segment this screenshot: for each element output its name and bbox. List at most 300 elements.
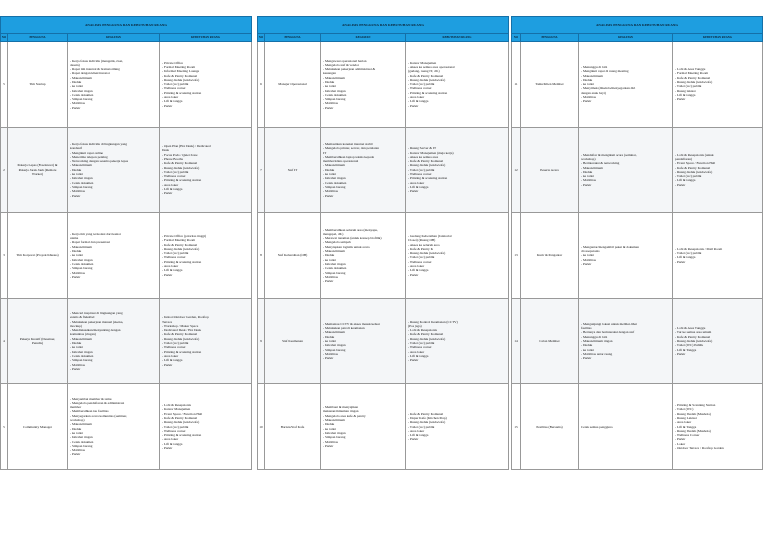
space-item: - Lift & tangga [675, 255, 696, 260]
space-item: - Area loker [162, 182, 179, 187]
activity-item: - Makan/minum [70, 163, 92, 168]
space-item: - Ruang laktasi [675, 88, 696, 93]
activities-cell [321, 299, 406, 384]
space-item: - Toilet (wc) publik [162, 424, 189, 429]
activity-item: - Cetak dokumen [70, 439, 94, 444]
space-item: - Printing & scanning station [162, 259, 202, 264]
space-item: - Event Space / Function Hall [162, 411, 203, 416]
activity-item: - Mobilitas [70, 362, 85, 367]
space-item: - Printing & scanning station [408, 176, 448, 181]
activity-item: - Istirahat ringan [323, 88, 346, 93]
space-item: - Ruang Ibadah (Mushola) [675, 411, 711, 416]
table-header [511, 34, 763, 42]
row-number: 15 [512, 384, 521, 469]
activity-item: - Makan/minum [323, 330, 345, 335]
space-item: - Lobi & Area Tunggu [675, 326, 706, 331]
space-item: - Gudang Kebersihan (Janitorial [408, 234, 452, 238]
activity-item: - Istirahat ringan [323, 261, 346, 266]
header-activities: KEGIATAN [579, 34, 673, 41]
activity-item: - Makan/minum [581, 165, 603, 170]
table-row [511, 128, 763, 214]
space-item: - Wellness corner [408, 86, 432, 91]
header-spaces: KEBUTUHAN RUANG [191, 36, 220, 39]
space-item: - Area loker [408, 349, 425, 354]
space-item: - Toilet (wc) publik [408, 255, 435, 260]
activity-item: - Cetak dokumen [323, 266, 347, 271]
activity-item: - Menyambut member & tamu [70, 396, 112, 401]
row-number: 6 [258, 42, 265, 127]
user-cell [8, 299, 68, 384]
space-item: Closet) (Ruang OB) [408, 238, 436, 243]
activity-item: - Makan/minum ringan [581, 338, 613, 343]
user-cell [265, 42, 321, 127]
activity-item: - Parkir [581, 99, 592, 104]
space-item: - Parkir [408, 437, 419, 442]
table-row [257, 42, 509, 128]
activity-item: - Mengunjungi lokasi untuk melihat-lihat [581, 321, 637, 326]
activity-item: di resepsionis [581, 249, 600, 254]
activity-item: - ke toilet [323, 84, 336, 89]
header-user: PENGGUNA [8, 34, 68, 41]
activity-item: - Melakukan pekerjaan manual (sketsa, [70, 319, 124, 324]
activity-item: - ke toilet [581, 253, 594, 258]
user-name-line: Worker) [31, 172, 44, 177]
space-item: - Parkir [162, 272, 173, 277]
space-item: - Toilet (wc) publik [675, 174, 702, 179]
space-item: - Ruang Laktasi [675, 415, 697, 420]
user-cell [265, 213, 321, 298]
activity-item: - Rapat dengan klien/investor [70, 71, 111, 76]
row-number: 8 [258, 213, 265, 298]
activity-item: - ke toilet [323, 338, 336, 343]
activity-item: - Melakukan patroli keamanan [323, 326, 365, 331]
space-item: - Lift & tangga [162, 268, 183, 273]
activity-item: - Parkir [70, 274, 81, 279]
space-item: - Private Office (prioritas tinggi) [162, 234, 207, 238]
activity-item: - Mencari inspirasi di lingkungan yang [70, 311, 123, 315]
activity-item: - Mendiskusikan/menyunting dengan [70, 328, 121, 333]
activity-item: - Cetak dokumen [70, 261, 94, 266]
activity-item: - Mobilitas [70, 448, 85, 453]
row-number: 10 [258, 384, 265, 469]
space-item: - Ruang duduk (tenda/sofa) [408, 420, 446, 425]
activity-item: - Duduk [581, 77, 593, 82]
activity-item: - Mobilitas [323, 351, 338, 356]
activity-item: - Rapat tim internal & brainstorming [70, 67, 120, 72]
space-item: - Ruang Kontrol Keamanan (CCTV) [408, 319, 458, 324]
spaces-cell [160, 213, 251, 298]
activity-item: desain) [70, 62, 80, 67]
space-item: - Parkir [675, 437, 686, 442]
analysis-table-3 [511, 16, 763, 470]
activity-item: - Membersihkan isu fasilitas [70, 409, 109, 414]
activity-item: - Duduk [323, 253, 335, 258]
activity-item: - Parkir [323, 443, 334, 448]
table-header [257, 34, 509, 42]
spaces-cell [160, 42, 251, 127]
activity-item: - Cetak dokumen [70, 180, 94, 185]
user-name-line: Barista/Staf Kafe [280, 424, 305, 429]
space-item: - Kantor Manajemen [408, 60, 437, 65]
header-user: PENGGUNA [265, 34, 321, 41]
activity-item: - Makan/minum [70, 244, 92, 249]
space-item: - Toilet (wc) publik [162, 251, 189, 256]
activity-item: - ke toilet [70, 172, 83, 177]
space-item: - Lift & tangga [162, 358, 183, 363]
activity-item: - Merawat tanaman (untuk konsep biofilik) [323, 236, 382, 241]
activity-item: - Parkir [323, 105, 334, 110]
space-item: - Indoor/Outdoor Garden, Rooftop [162, 315, 209, 320]
header-user: PENGGUNA [521, 34, 579, 41]
activity-item: - Mobilitas [323, 189, 338, 194]
space-item: - Ruang duduk (tenda/sofa) [162, 77, 200, 82]
activity-item: - Duduk [70, 249, 82, 254]
space-item: - Printing & Scanning Station [675, 403, 716, 408]
activity-item: mengepel, dll.) [323, 231, 344, 236]
activity-item: - Menunggu di lobi [581, 334, 608, 339]
space-item: - Lift & tangga [675, 178, 696, 183]
activity-item: - Melakukan pekerjaan administrasi & [323, 67, 376, 72]
space-item: - Toilet (WC) Publik [675, 343, 704, 348]
space-item: - Lobi & Resepsionis / Mail Room [675, 246, 723, 251]
space-item: - Lobi & Resepsionis [408, 328, 437, 333]
activity-item: - Menunggu di lobi [581, 64, 608, 69]
user-name-line: Staf Kebersihan (OB) [277, 253, 308, 258]
activity-item: - Mengikuti rapat di ruang meeting [581, 69, 629, 74]
activity-item: - Makan/minum [323, 163, 345, 168]
activity-item: - Mobilitas [323, 439, 338, 444]
space-item: - Focus Pods / Quiet Zone [162, 152, 198, 157]
activity-item: - Duduk [70, 341, 82, 346]
activity-item: - Kerja fokus individu (mengetik, riset, [70, 58, 124, 63]
space-item: - Printing & scanning station [162, 349, 202, 354]
activity-item: - Mobilitas [70, 101, 85, 106]
space-item: - Area loker [408, 180, 425, 185]
activity-item: makanan/minuman ringan [323, 409, 359, 414]
activity-item: - ke toilet [70, 84, 83, 89]
header-no: NO [512, 34, 521, 41]
spaces-cell [406, 128, 508, 213]
space-item: - Outdoor Terrace / Rooftop Garden [675, 446, 724, 450]
space-item: - Area loker [162, 437, 179, 442]
activity-item: - Duduk [70, 426, 82, 431]
activity-item: - Duduk [323, 334, 335, 339]
activity-item: - Menyiapkan logistik untuk acara [323, 244, 370, 249]
activities-cell [321, 213, 406, 298]
space-item: - Area loker [675, 420, 692, 425]
space-item: - Printing & scanning station [162, 433, 202, 438]
activity-item: - Duduk [581, 343, 593, 348]
space-item: - Lift & tangga [408, 184, 429, 189]
space-item: Desk [162, 148, 169, 153]
table-row [257, 384, 509, 470]
table-row [511, 213, 763, 299]
space-item: - Lift & tangga [162, 99, 183, 104]
user-name-line: Pekerja Lepas (Freelancer) & [17, 163, 58, 168]
activity-item: - Istirahat ringan [70, 349, 93, 354]
activity-item: komunitas (ringan) [70, 332, 96, 337]
space-item: - Area loker [162, 353, 179, 358]
space-item: - Lift & tangga [408, 353, 429, 358]
space-item: - Wellness corner [162, 345, 186, 350]
activity-item: - ke toilet [70, 430, 83, 435]
space-item: - Parkir [408, 358, 419, 363]
space-item: - Toilet (wc) publik [408, 341, 435, 346]
activities-cell [579, 42, 673, 127]
space-item: - Dapur Kafe (Kitchen Prep) [408, 415, 447, 420]
space-item: pendaftaran) [675, 157, 693, 161]
space-item: (Pos jaga) [408, 323, 422, 328]
activity-item: - Mobilitas [70, 189, 85, 194]
activity-item: fasilitas [581, 326, 592, 331]
space-item: - Wellness corner [408, 259, 432, 264]
activity-item: - Simpan barang [323, 184, 346, 189]
row-number: 4 [1, 299, 8, 384]
activity-item: - ke toilet [323, 257, 336, 262]
activity-item: - Simpan barang [323, 270, 346, 275]
space-item: - Ruang duduk (tenda/sofa) [162, 336, 200, 341]
space-item: - Toilet (WC) [675, 407, 694, 412]
activity-item: - Mobilitas [323, 101, 338, 106]
user-cell [265, 128, 321, 213]
user-name-line: Pekerja Jarak Jauh (Remote [18, 167, 57, 172]
user-cell [8, 384, 68, 469]
header-spaces: KEBUTUHAN RUANG [442, 36, 472, 39]
space-item: - Toilet (wc) publik [675, 251, 702, 256]
spaces-cell [160, 299, 251, 384]
space-item: - Lift & tangga [408, 99, 429, 104]
activity-item: - Istirahat ringan [323, 430, 346, 435]
activity-item: - Mobilitas [581, 257, 596, 262]
space-item: - Parkir [675, 97, 686, 102]
activities-cell [68, 299, 160, 384]
space-item: - Ruang Ibadah (Mushola) [675, 428, 711, 433]
activity-item: - Simpan barang [70, 443, 93, 448]
space-item: - Printing & scanning station [162, 90, 202, 95]
activity-item: - Membersihkan laptop teknis kepada [323, 154, 375, 159]
space-item: - Toilet (wc) publik [162, 82, 189, 87]
activity-item: - Mengelola printer, server, dan peralatan [323, 146, 379, 151]
activity-item: - Makan/minum [323, 418, 345, 423]
space-item: - Kantor Manajemen [162, 407, 191, 412]
activity-item: - Simpan barang [323, 97, 346, 102]
activity-item: - Mengelola pendaftaran & administrasi [70, 400, 125, 405]
activity-item: - Networking dengan sesama pekerja lepas [70, 159, 129, 164]
space-item: - Parkir [675, 351, 686, 356]
space-item: - Area loker [408, 428, 425, 433]
activities-cell [321, 128, 406, 213]
space-item: - Wellness corner [162, 86, 186, 91]
activity-item: - Menyegarkan acara komunitas (seminar, [70, 413, 128, 418]
activity-item: member [70, 405, 82, 410]
activity-item: - Istirahat ringan [70, 257, 93, 262]
space-item: - Area loker [408, 264, 425, 269]
space-item: - Parkir [162, 103, 173, 108]
activity-item: - Parkir [70, 105, 81, 110]
space-item: - Kafe & Pantry Komunal [408, 411, 444, 416]
space-item: - Kafe & Pantry Komunal [408, 332, 444, 337]
activities-cell [579, 213, 673, 298]
activity-item: - Duduk [70, 80, 82, 84]
space-item: - Kafe & Pantry Komunal [408, 73, 444, 78]
activity-item: - Cetak dokumen [323, 180, 347, 185]
activity-item: - ke toilet [581, 347, 594, 352]
space-item: - Tur ke semua area umum [675, 330, 712, 335]
user-cell [8, 213, 68, 298]
activity-item: - Simpan barang [70, 358, 93, 363]
space-item: - Akses ke semua area operasional [408, 64, 455, 69]
activity-item: - ke toilet [323, 426, 336, 431]
row-number: 9 [258, 299, 265, 384]
space-item: - Ruang duduk (tenda/sofa) [162, 246, 200, 251]
activity-item: - Makan/minum [70, 75, 92, 80]
activity-item: - Mengelola sampah [323, 240, 351, 245]
activity-item: mockup) [70, 323, 83, 328]
spaces-cell [160, 128, 251, 213]
space-item: - Toilet (wc) publik [162, 341, 189, 346]
space-item: - Loker [675, 441, 686, 446]
space-item: - Lift & tangga [675, 92, 696, 97]
analysis-table-2 [257, 16, 509, 470]
space-item: - Parkir [162, 362, 173, 367]
space-item: - Kafe & Pantry Komunal [162, 161, 198, 166]
activity-item: - Makan/minum [581, 73, 603, 78]
activity-item: utama [70, 236, 79, 241]
row-number: 5 [1, 42, 8, 127]
spaces-cell [406, 299, 508, 384]
row-number: 5 [1, 384, 8, 469]
table-title: ANALISIS PENGGUNA DAN KEBUTUHAN RUANG [511, 16, 763, 34]
activity-item: - Duduk [323, 422, 335, 427]
space-item: - Area loker [162, 95, 179, 100]
space-item: - Area loker [408, 95, 425, 100]
space-item: - Ruang duduk (tenda/sofa) [162, 165, 200, 170]
activity-item: - Duduk [323, 167, 335, 172]
header-activities: KEGIATAN [68, 34, 160, 41]
space-item: - Event Space / Function Hall [675, 161, 716, 166]
space-item: - Kafe & Pantry Komunal [162, 415, 198, 420]
spaces-cell [406, 384, 508, 469]
space-item: - Parkir [408, 189, 419, 194]
activity-item: - Memantau CCTV & akses masuk keluar [323, 321, 381, 326]
activity-item: - Simpan barang [70, 184, 93, 189]
activity-item: - Berinteraksi & networking [581, 161, 620, 166]
table-row [0, 384, 252, 470]
activity-item: - Parkir [323, 279, 334, 284]
space-item: - Workshop / Maker Space [162, 323, 199, 328]
activity-item: - Bertanya dan berinteraksi dengan staf [581, 330, 635, 335]
activity-item: - Parkir [323, 193, 334, 198]
space-item: - Formal Meeting Room [162, 238, 196, 243]
activity-item: - ke toilet [70, 253, 83, 258]
activity-item: - Parkir [581, 182, 592, 187]
space-item: - Kafe & Pantry Komunal [162, 242, 198, 247]
table-title: ANALISIS PENGGUNA DAN KEBUTUHAN RUANG [257, 16, 509, 34]
header-spaces: KEBUTUHAN RUANG [703, 36, 732, 39]
space-item: - Ruang duduk (tenda/sofa) [408, 77, 446, 82]
activity-item: - ke toilet [581, 82, 594, 87]
table-row [0, 42, 252, 128]
space-item: - Wellness Corner [675, 433, 700, 438]
space-item: - Area loker [162, 264, 179, 269]
space-item: - Kafe & Pantry K [408, 246, 434, 251]
user-cell [521, 213, 579, 298]
activity-item: - Duduk [70, 167, 82, 172]
activity-item: - Makan/minum [70, 422, 92, 427]
space-item: - Printing & scanning station [408, 90, 448, 95]
activity-item: - Duduk [323, 80, 335, 84]
activity-item: - Mengantar/mengambil paket & dokumen [581, 244, 640, 249]
space-item: - Formal Meeting Room [162, 64, 196, 69]
activity-item: - Istirahat ringan [70, 88, 93, 93]
header-activities: KEGIATAN [321, 34, 406, 41]
activity-item: - Mobilitas [70, 270, 85, 275]
table-row [0, 213, 252, 299]
activities-cell [579, 384, 673, 469]
activity-item: - Cetak dokumen [70, 353, 94, 358]
table-row [257, 213, 509, 299]
space-item: - Kafe & Pantry Komunal [162, 332, 198, 337]
user-cell [265, 299, 321, 384]
space-item: - Kafe & Pantry Komunal [162, 73, 198, 78]
activities-cell [68, 384, 160, 469]
activity-item: keuangan [323, 71, 336, 76]
space-item: - Parkir [675, 182, 686, 187]
activity-item: - Cetak dokumen [323, 92, 347, 97]
user-cell [265, 384, 321, 469]
space-item: - Ruang duduk (tenda/sofa) [408, 336, 446, 341]
activity-item: - Makan/minum [70, 336, 92, 341]
activity-item: - Parkir [70, 193, 81, 198]
user-name-line: Staf Keamanan [282, 338, 303, 343]
table-row [0, 299, 252, 385]
space-item: - Parkir [675, 259, 686, 264]
activity-item: - ke toilet [581, 174, 594, 179]
activity-item: - Istirahat ringan [323, 176, 346, 181]
row-number: 3 [1, 213, 8, 298]
space-item: - Parkir [162, 191, 173, 196]
activity-item: workshop) [70, 418, 85, 423]
spaces-cell [673, 299, 762, 384]
activity-item: - Parkir [70, 366, 81, 371]
activity-item: IT [323, 150, 327, 155]
space-item: - Akses ke seluruh area [408, 242, 440, 247]
space-item: - Wellness corner [408, 345, 432, 350]
activity-item: - Mendaftar & mengikuti acara (seminar, [581, 152, 637, 157]
row-number: 11 [512, 42, 521, 127]
table-row [257, 128, 509, 214]
activity-item: - Menyimak (dikelola/menyegarkan diri [581, 86, 636, 91]
row-number: 13 [512, 213, 521, 298]
activity-item: - ke toilet [70, 345, 83, 350]
space-item: (gudang, ruang IT, dll.) [408, 69, 440, 74]
space-item: - Akses ke semua area [408, 154, 439, 159]
analysis-table-1 [0, 16, 252, 470]
table-row [511, 299, 763, 385]
table-row [0, 128, 252, 214]
table-row [511, 384, 763, 470]
table-row [257, 299, 509, 385]
activity-item: - Menerima telepon penting [70, 154, 108, 159]
space-item: - Formal Meeting Room [675, 71, 709, 76]
spaces-cell [673, 128, 762, 213]
table-row [511, 42, 763, 128]
activity-item: - Mobilitas antar ruang [581, 351, 613, 356]
user-name-line: Peserta Acara [540, 167, 559, 172]
activity-item: dengan anak bayi) [581, 90, 606, 95]
activity-item: - Istirahat ringan [323, 343, 346, 348]
space-item: - Toilet (wc) publik [675, 84, 702, 89]
